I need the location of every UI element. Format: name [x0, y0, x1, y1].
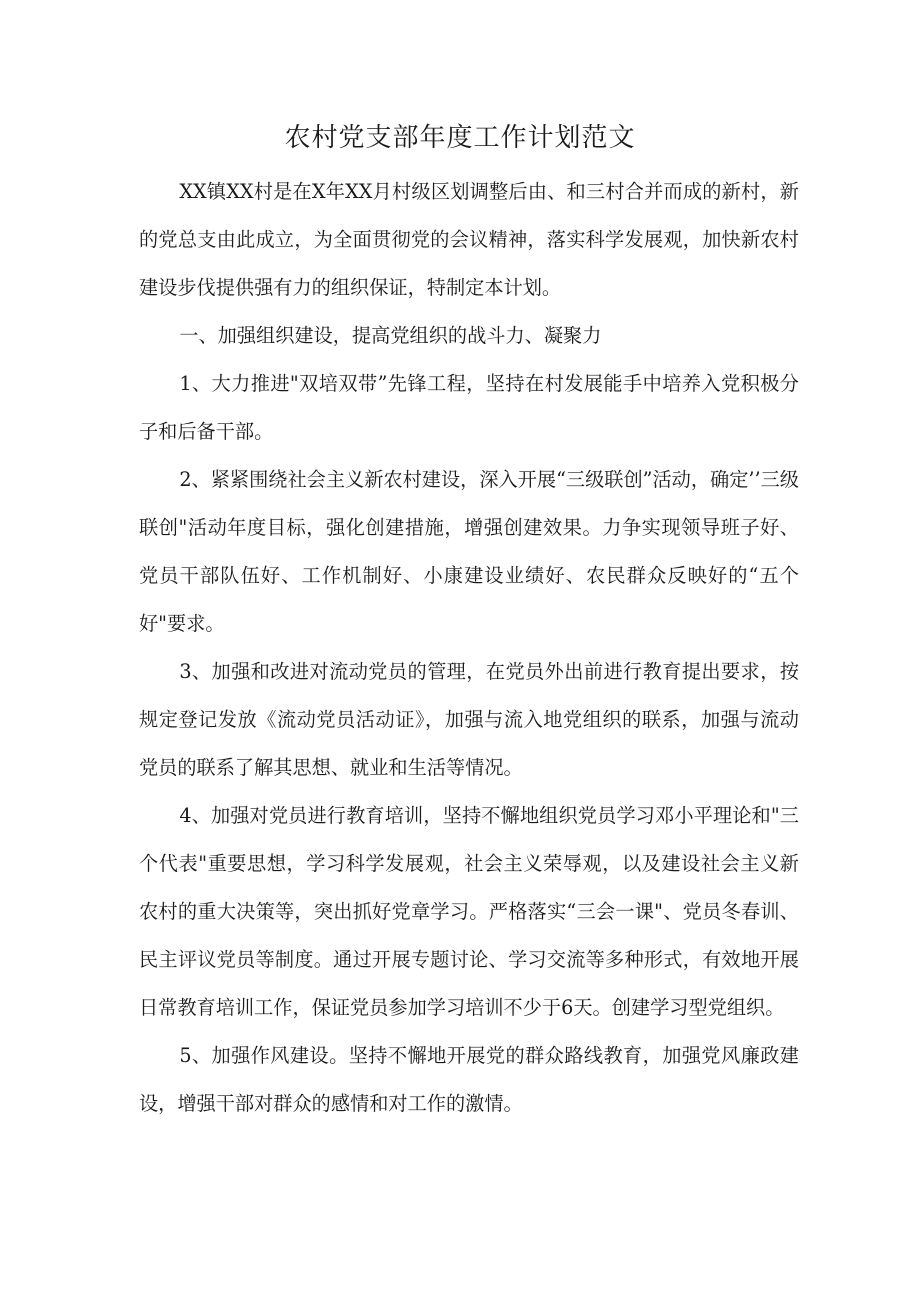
section-heading-1: 一、加强组织建设，提高党组织的战斗力、凝聚力 [179, 324, 602, 347]
item-paragraph-1: 1、大力推进"双培双带”先锋工程，坚持在村发展能手中培养入党积极分子和后备干部。 [139, 372, 799, 443]
item-paragraph-4: 4、加强对党员进行教育培训，坚持不懈地组织党员学习邓小平理论和"三个代表"重要思想，学习科学发展观，社会主义荣辱观，以及建设社会主义新农村的重大决策等，突出抓好党章学习。严格落实“三会一课"、党员冬春训、民主评议党员等制度。通过开展专题讨论、学习交流等多种形式，有效地开展日常教育培训工作，保证党员参加学习培训不少于6天。创建学习型党组织。 [139, 804, 799, 1019]
item-paragraph-5: 5、加强作风建设。坚持不懈地开展党的群众路线教育，加强党风廉政建设，增强干部对群众的感情和对工作的激情。 [139, 1044, 799, 1115]
intro-paragraph: XX镇XX村是在X年XX月村级区划调整后由、和三村合并而成的新村，新的党总支由此成立，为全面贯彻党的会议精神，落实科学发展观，加快新农村建设步伐提供强有力的组织保证，特制定本计划。 [139, 180, 799, 299]
item-paragraph-3: 3、加强和改进对流动党员的管理，在党员外出前进行教育提出要求，按规定登记发放《流动党员活动证》，加强与流入地党组织的联系，加强与流动党员的联系了解其思想、就业和生活等情况。 [139, 660, 799, 779]
item-paragraph-2: 2、紧紧围绕社会主义新农村建设，深入开展“三级联创”活动，确定’’三级联创"活动年度目标，强化创建措施，增强创建效果。力争实现领导班子好、党员干部队伍好、工作机制好、小康建设业绩好、农民群众反映好的“五个好"要求。 [139, 468, 799, 635]
document-title: 农村党支部年度工作计划范文 [284, 123, 636, 153]
document-body [139, 168, 799, 1128]
